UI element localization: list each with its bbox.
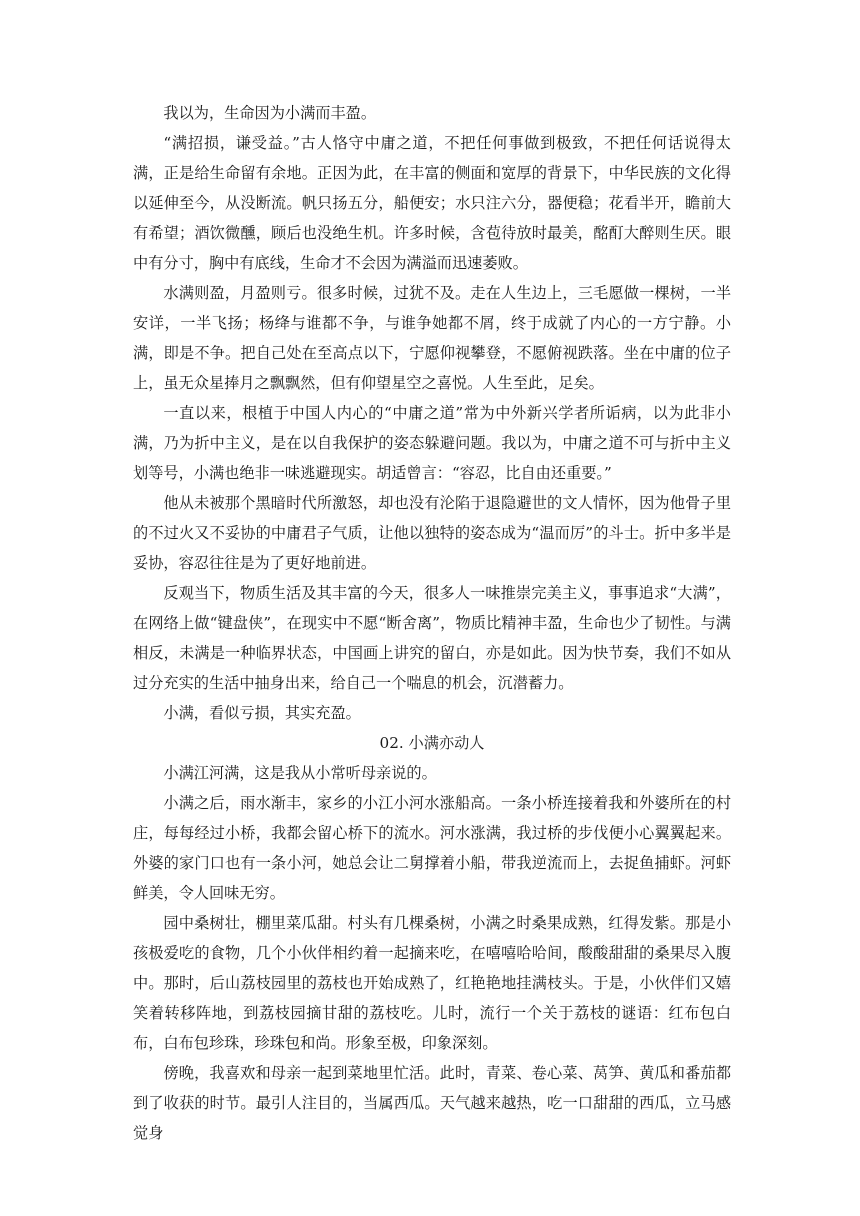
paragraph: 水满则盈，月盈则亏。很多时候，过犹不及。走在人生边上，三毛愿做一棵树，一半安详，一半飞扬；杨绛与谁都不争，与谁争她都不屑，终于成就了内心的一方宁静。小满，即是不争。把自己处在至高点以下，宁愿仰视攀登，不愿俯视跌落。坐在中庸的位子上，虽无众星捧月之飘飘然，但有仰望星空之喜悦。人生至此，足矣。 [133,284,731,392]
paragraph: 傍晚，我喜欢和母亲一起到菜地里忙活。此时，青菜、卷心菜、莴笋、黄瓜和番茄都到了收获的时节。最引人注目的，当属西瓜。天气越来越热，吃一口甜甜的西瓜，立马感觉身 [133,1064,731,1142]
paragraph: 他从未被那个黑暗时代所激怒，却也没有沦陷于退隐避世的文人情怀，因为他骨子里的不过火又不妥协的中庸君子气质，让他以独特的姿态成为“温而厉”的斗士。折中多半是妥协，容忍往往是为了更好地前进。 [133,494,731,572]
paragraph: 小满，看似亏损，其实充盈。 [163,704,361,722]
paragraph: 一直以来，根植于中国人内心的“中庸之道”常为中外新兴学者所诟病，以为此非小满，乃为折中主义，是在以自我保护的姿态躲避问题。我以为，中庸之道不可与折中主义划等号，小满也绝非一味逃避现实。胡适曾言：“容忍，比自由还重要。” [133,404,731,482]
document-body [133,98,731,1148]
section-heading: 02. 小满亦动人 [379,734,485,752]
paragraph: 反观当下，物质生活及其丰富的今天，很多人一味推崇完美主义，事事追求“大满”，在网络上做“键盘侠”，在现实中不愿“断舍离”，物质比精神丰盈，生命也少了韧性。与满相反，未满是一种临界状态，中国画上讲究的留白，亦是如此。因为快节奏，我们不如从过分充实的生活中抽身出来，给自己一个喘息的机会，沉潜蓄力。 [133,584,731,692]
paragraph: “满招损，谦受益。”古人恪守中庸之道，不把任何事做到极致，不把任何话说得太满，正是给生命留有余地。正因为此，在丰富的侧面和宽厚的背景下，中华民族的文化得以延伸至今，从没断流。帆只扬五分，船便安；水只注六分，器便稳；花看半开，瞻前大有希望；酒饮微醺，顾后也没绝生机。许多时候，含苞待放时最美，酩酊大醉则生厌。眼中有分寸，胸中有底线，生命才不会因为满溢而迅速萎败。 [133,134,731,272]
paragraph: 小满之后，雨水渐丰，家乡的小江小河水涨船高。一条小桥连接着我和外婆所在的村庄，每每经过小桥，我都会留心桥下的流水。河水涨满，我过桥的步伐便小心翼翼起来。外婆的家门口也有一条小河，她总会让二舅撑着小船，带我逆流而上，去捉鱼捕虾。河虾鲜美，令人回味无穷。 [133,794,731,902]
paragraph: 我以为，生命因为小满而丰盈。 [163,104,377,122]
paragraph: 园中桑树壮，棚里菜瓜甜。村头有几棵桑树，小满之时桑果成熟，红得发紫。那是小孩极爱吃的食物，几个小伙伴相约着一起摘来吃，在嘻嘻哈哈间，酸酸甜甜的桑果尽入腹中。那时，后山荔枝园里的荔枝也开始成熟了，红艳艳地挂满枝头。于是，小伙伴们又嬉笑着转移阵地，到荔枝园摘甘甜的荔枝吃。儿时，流行一个关于荔枝的谜语：红布包白布，白布包珍珠，珍珠包和尚。形象至极，印象深刻。 [133,914,731,1052]
paragraph: 小满江河满，这是我从小常听母亲说的。 [163,764,437,782]
